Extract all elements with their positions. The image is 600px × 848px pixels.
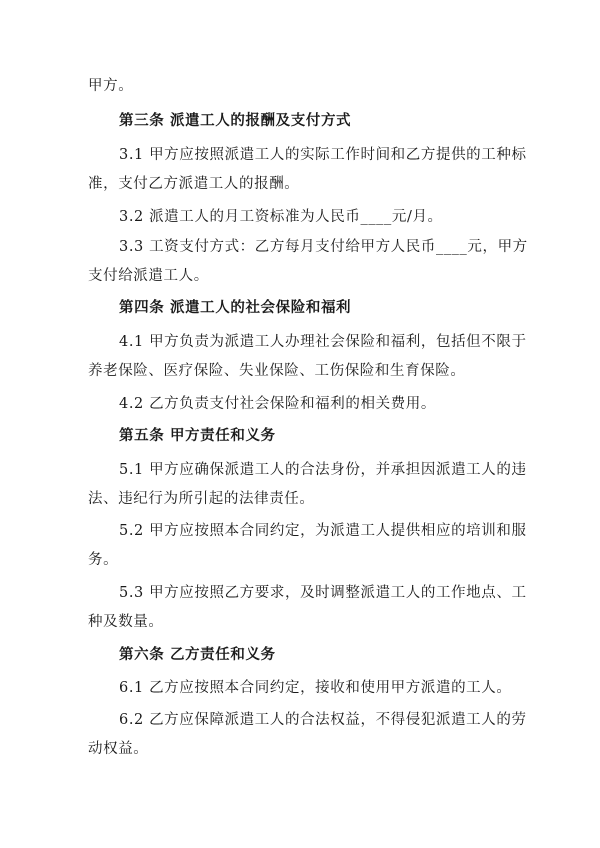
- clause-4-2: 4.2 乙方负责支付社会保险和福利的相关费用。: [119, 396, 436, 412]
- clause-5-1-line2: 法、违纪行为所引起的法律责任。: [88, 491, 315, 507]
- clause-3-3-line2: 支付给派遣工人。: [88, 268, 209, 284]
- clause-5-1-line1: 5.1 甲方应确保派遣工人的合法身份，并承担因派遣工人的违: [119, 462, 527, 478]
- clause-3-2: 3.2 派遣工人的月工资标准为人民币____元/月。: [119, 209, 443, 225]
- clause-6-2-line2: 动权益。: [88, 741, 149, 757]
- intro-tail-text: 甲方。: [88, 78, 134, 94]
- clause-6-2-line1: 6.2 乙方应保障派遣工人的合法权益，不得侵犯派遣工人的劳: [119, 712, 527, 728]
- clause-5-3-line2: 种及数量。: [88, 614, 164, 630]
- article5-heading: 第五条 甲方责任和义务: [119, 427, 276, 444]
- article4-heading: 第四条 派遣工人的社会保险和福利: [119, 299, 352, 316]
- clause-4-1-line1: 4.1 甲方负责为派遣工人办理社会保险和福利，包括但不限于: [119, 334, 527, 350]
- article6-heading: 第六条 乙方责任和义务: [119, 646, 276, 663]
- clause-5-3-line1: 5.3 甲方应按照乙方要求，及时调整派遣工人的工作地点、工: [119, 585, 527, 601]
- clause-3-1-line2: 准，支付乙方派遣工人的报酬。: [88, 176, 300, 192]
- clause-6-1: 6.1 乙方应按照本合同约定，接收和使用甲方派遣的工人。: [119, 680, 512, 696]
- clause-4-1-line2: 养老保险、医疗保险、失业保险、工伤保险和生育保险。: [88, 363, 466, 379]
- article3-heading: 第三条 派遣工人的报酬及支付方式: [119, 112, 352, 129]
- clause-3-3-line1: 3.3 工资支付方式：乙方每月支付给甲方人民币____元，甲方: [119, 239, 528, 255]
- clause-5-2-line1: 5.2 甲方应按照本合同约定，为派遣工人提供相应的培训和服: [119, 523, 527, 539]
- clause-3-1-line1: 3.1 甲方应按照派遣工人的实际工作时间和乙方提供的工种标: [119, 147, 527, 163]
- clause-5-2-line2: 务。: [88, 552, 119, 568]
